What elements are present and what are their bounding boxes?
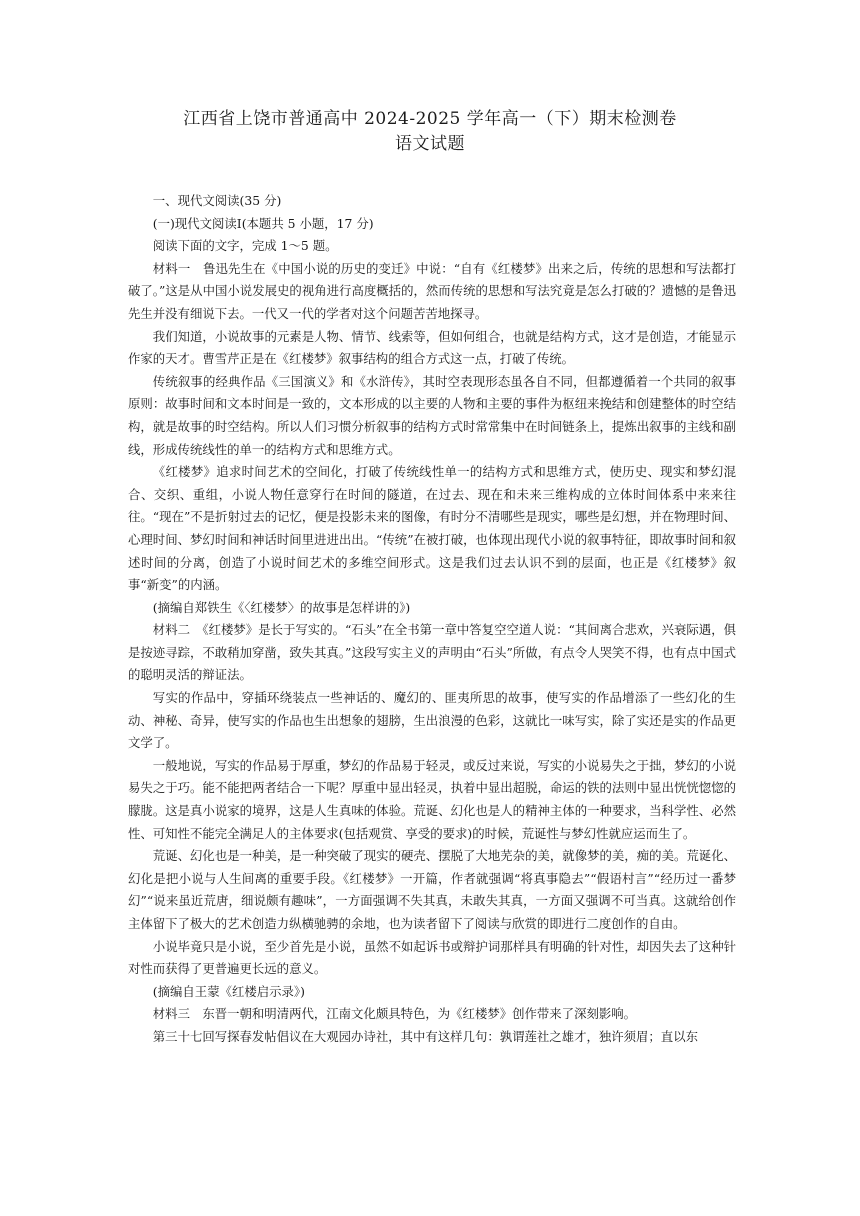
paragraph: 传统叙事的经典作品《三国演义》和《水浒传》，其时空表现形态虽各自不同，但都遵循着一个共同的叙事原则：故事时间和文本时间是一致的，文本形成的以主要的人物和主要的事件为枢纽来挽结和创建整体的时空结构，就是故事的时空结构。所以人们习惯分析叙事的结构方式时常常集中在时间链条上，提炼出叙事的主线和副线，形成传统线性的单一的结构方式和思维方式。 xyxy=(128,373,736,457)
document-title: 江西省上饶市普通高中 2024-2025 学年高一（下）期末检测卷 xyxy=(183,109,677,129)
document-body xyxy=(128,190,736,1049)
paragraph: 第三十七回写探春发帖倡议在大观园办诗社，其中有这样几句：孰谓莲社之雄才，独许须眉；直以东 xyxy=(152,1028,698,1044)
paragraph: 《红楼梦》追求时间艺术的空间化，打破了传统线性单一的结构方式和思维方式，使历史、现实和梦幻混合、交织、重组，小说人物任意穿行在时间的隧道，在过去、现在和未来三维构成的立体时间体系中来来往往。“现在”不是折射过去的记忆，便是投影未来的图像，有时分不清哪些是现实，哪些是幻想，并在物理时间、心理时间、梦幻时间和神话时间里进进出出。“传统”在被打破，也体现出现代小说的叙事特征，即故事时间和叙述时间的分离，创造了小说时间艺术的多维空间形式。这是我们过去认识不到的层面，也正是《红楼梦》叙事“新变”的内涵。 xyxy=(128,464,736,593)
paragraph: 一般地说，写实的作品易于厚重，梦幻的作品易于轻灵，或反过来说，写实的小说易失之于拙，梦幻的小说易失之于巧。能不能把两者结合一下呢？厚重中显出轻灵，执着中显出超脱，命运的铁的法则中显出恍恍惚惚的朦胧。这是真小说家的境界，这是人生真味的体验。荒诞、幻化也是人的精神主体的一种要求，当科学性、必然性、可知性不能完全满足人的主体要求(包括观赏、享受的要求)的时候，荒诞性与梦幻性就应运而生了。 xyxy=(128,757,736,841)
source-citation: (摘编自王蒙《红楼启示录》) xyxy=(152,983,305,999)
instruction-text: 阅读下面的文字，完成 1～5 题。 xyxy=(152,238,338,254)
paragraph: 材料一 鲁迅先生在《中国小说的历史的变迁》中说：“自有《红楼梦》出来之后，传统的思想和写法都打破了。”这是从中国小说发展史的视角进行高度概括的，然而传统的思想和写法究竟是怎么打破的？遗憾的是鲁迅先生并没有细说下去。一代又一代的学者对这个问题苦苦地探寻。 xyxy=(128,260,736,321)
paragraph: 荒诞、幻化也是一种美，是一种突破了现实的硬壳、摆脱了大地芜杂的美，就像梦的美，痴的美。荒诞化、幻化是把小说与人生间离的重要手段。《红楼梦》一开篇，作者就强调“将真事隐去”“假语村言”“经历过一番梦幻”“说来虽近荒唐，细说颇有趣味”，一方面强调不失其真，未敢失其真，一方面又强调不可当真。这就给创作主体留下了极大的艺术创造力纵横驰骋的余地，也为读者留下了阅读与欣赏的即进行二度创作的自由。 xyxy=(128,848,736,931)
section-heading: 一、现代文阅读(35 分) xyxy=(152,193,282,208)
document-subtitle: 语文试题 xyxy=(395,134,465,154)
source-citation: (摘编自郑铁生《〈红楼梦〉的故事是怎样讲的》) xyxy=(152,599,411,615)
paragraph: 写实的作品中，穿插环绕装点一些神话的、魔幻的、匪夷所思的故事，使写实的作品增添了一些幻化的生动、神秘、奇异，使写实的作品也生出想象的翅膀，生出浪漫的色彩，这就比一味写实，除了实还是实的作品更文学了。 xyxy=(128,690,736,751)
paragraph: 我们知道，小说故事的元素是人物、情节、线索等，但如何组合，也就是结构方式，这才是创造，才能显示作家的天才。曹雪芹正是在《红楼梦》叙事结构的组合方式这一点，打破了传统。 xyxy=(128,328,736,367)
paragraph: 材料三 东晋一朝和明清两代，江南文化颇具特色，为《红楼梦》创作带来了深刻影响。 xyxy=(152,1006,637,1022)
paragraph: 材料二 《红楼梦》是长于写实的。“石头”在全书第一章中答复空空道人说：“其间离合悲欢，兴衰际遇，俱是按迹寻踪，不敢稍加穿凿，致失其真。”这段写实主义的声明由“石头”所做，有点令人哭笑不得，也有点中国式的聪明灵活的辩证法。 xyxy=(128,622,736,683)
paragraph: 小说毕竟只是小说，至少首先是小说，虽然不如起诉书或辩护词那样具有明确的针对性，却因失去了这种针对性而获得了更普遍更长远的意义。 xyxy=(128,938,736,977)
subsection-heading: (一)现代文阅读Ⅰ(本题共 5 小题，17 分) xyxy=(152,215,374,231)
